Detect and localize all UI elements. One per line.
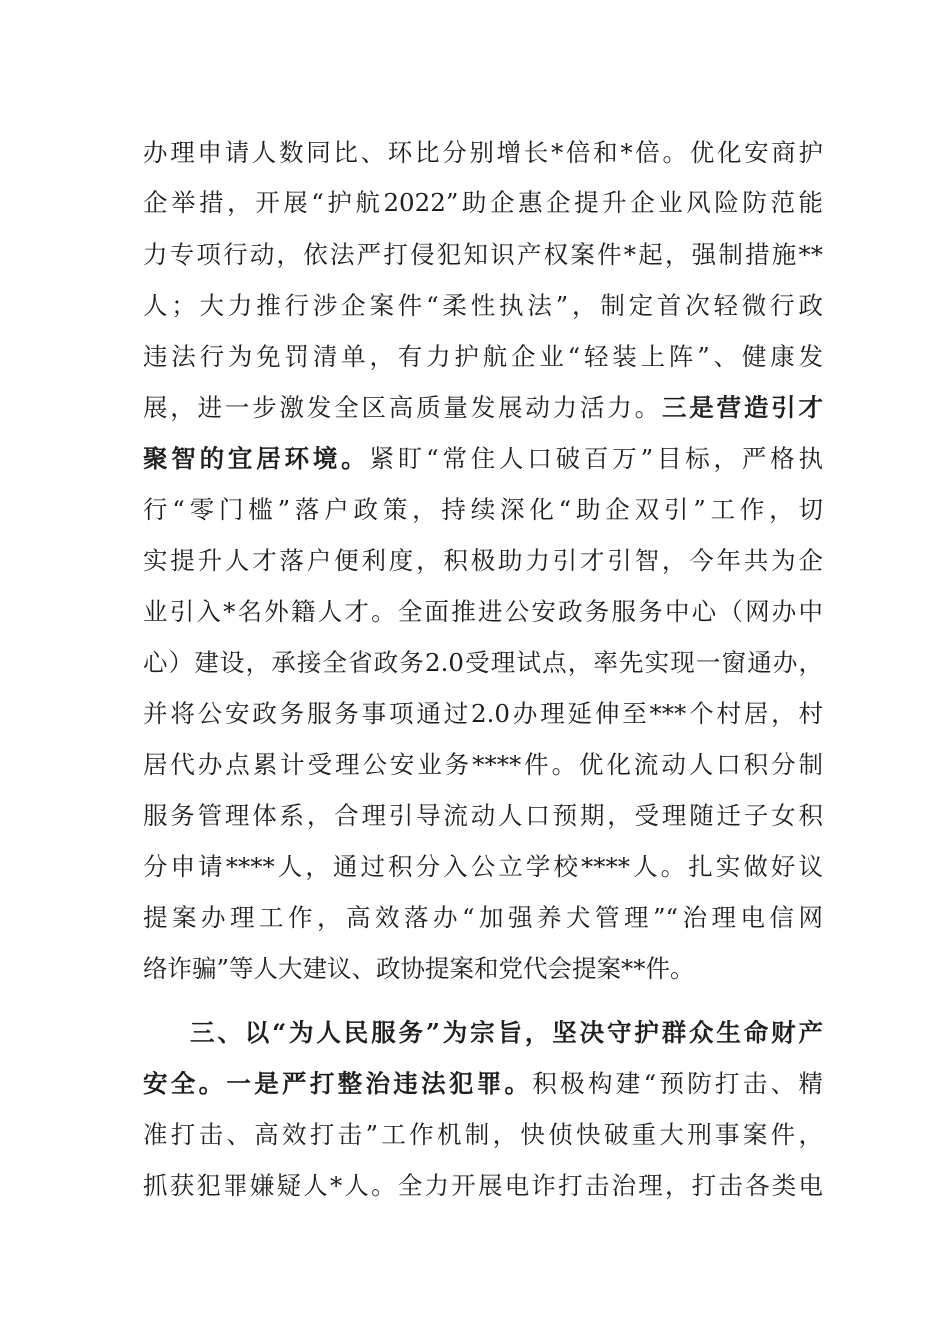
text-line-12	[143, 696, 823, 732]
text-run: 展，进一步激发全区高质量发展动力活力。	[143, 393, 662, 422]
text-line-6	[143, 390, 823, 426]
text-line-14	[143, 798, 823, 834]
text-run: 办理申请人数同比、环比分别增长*倍和*倍。优化安商护	[143, 138, 823, 167]
text-line-16	[143, 900, 823, 936]
text-run: 紧盯“常住人口破百万”目标，严格执	[369, 444, 823, 473]
text-run: 力专项行动，依法严打侵犯知识产权案件*起，强制措施**	[143, 240, 823, 269]
text-line-13	[143, 747, 823, 783]
text-line-15	[143, 849, 823, 885]
section-heading-line	[190, 1015, 823, 1051]
text-line-5	[143, 339, 823, 375]
text-run: 业引入*名外籍人才。全面推进公安政务服务中心（网办中	[143, 597, 823, 626]
text-line-21	[143, 1168, 823, 1204]
text-line-10	[143, 594, 823, 630]
text-run: 居代办点累计受理公安业务****件。优化流动人口积分制	[143, 750, 823, 779]
text-run: 并将公安政务服务事项通过2.0办理延伸至***个村居，村	[143, 699, 823, 728]
text-run: 积极构建“预防打击、精	[532, 1069, 823, 1098]
bold-text-run: 安全。一是严打整治违法犯罪。	[143, 1069, 533, 1098]
text-line-4	[143, 288, 823, 324]
text-run: 违法行为免罚清单，有力护航企业“轻装上阵”、健康发	[143, 342, 823, 371]
text-line-7	[143, 441, 823, 477]
text-run: 络诈骗”等人大建议、政协提案和党代会提案**件。	[143, 954, 695, 983]
bold-text-run: 三、以“为人民服务”为宗旨，坚决守护群众生命财产	[190, 1018, 823, 1047]
bold-text-run: 聚智的宜居环境。	[143, 444, 370, 473]
text-run: 实提升人才落户便利度，积极助力引才引智，今年共为企	[143, 546, 823, 575]
bold-text-run: 三是营造引才	[661, 393, 823, 422]
text-line-19	[143, 1066, 823, 1102]
text-line-17	[143, 951, 823, 987]
text-run: 抓获犯罪嫌疑人*人。全力开展电诈打击治理，打击各类电	[143, 1171, 823, 1200]
text-run: 提案办理工作，高效落办“加强养犬管理”“治理电信网	[143, 903, 823, 932]
text-line-20	[143, 1117, 823, 1153]
text-run: 企举措，开展“护航2022”助企惠企提升企业风险防范能	[143, 188, 823, 217]
text-run: 行“零门槛”落户政策，持续深化“助企双引”工作，切	[143, 495, 823, 524]
text-line-9	[143, 543, 823, 579]
text-run: 人；大力推行涉企案件“柔性执法”，制定首次轻微行政	[143, 291, 823, 320]
text-run: 准打击、高效打击”工作机制，快侦快破重大刑事案件，	[143, 1120, 823, 1149]
text-line-1	[143, 135, 823, 171]
text-line-2	[143, 185, 823, 221]
text-line-3	[143, 237, 823, 273]
text-line-11	[143, 645, 823, 681]
text-line-8	[143, 492, 823, 528]
text-run: 服务管理体系，合理引导流动人口预期，受理随迁子女积	[143, 801, 823, 830]
text-run: 分申请****人，通过积分入公立学校****人。扎实做好议	[143, 852, 823, 881]
text-run: 心）建设，承接全省政务2.0受理试点，率先实现一窗通办，	[143, 648, 823, 677]
